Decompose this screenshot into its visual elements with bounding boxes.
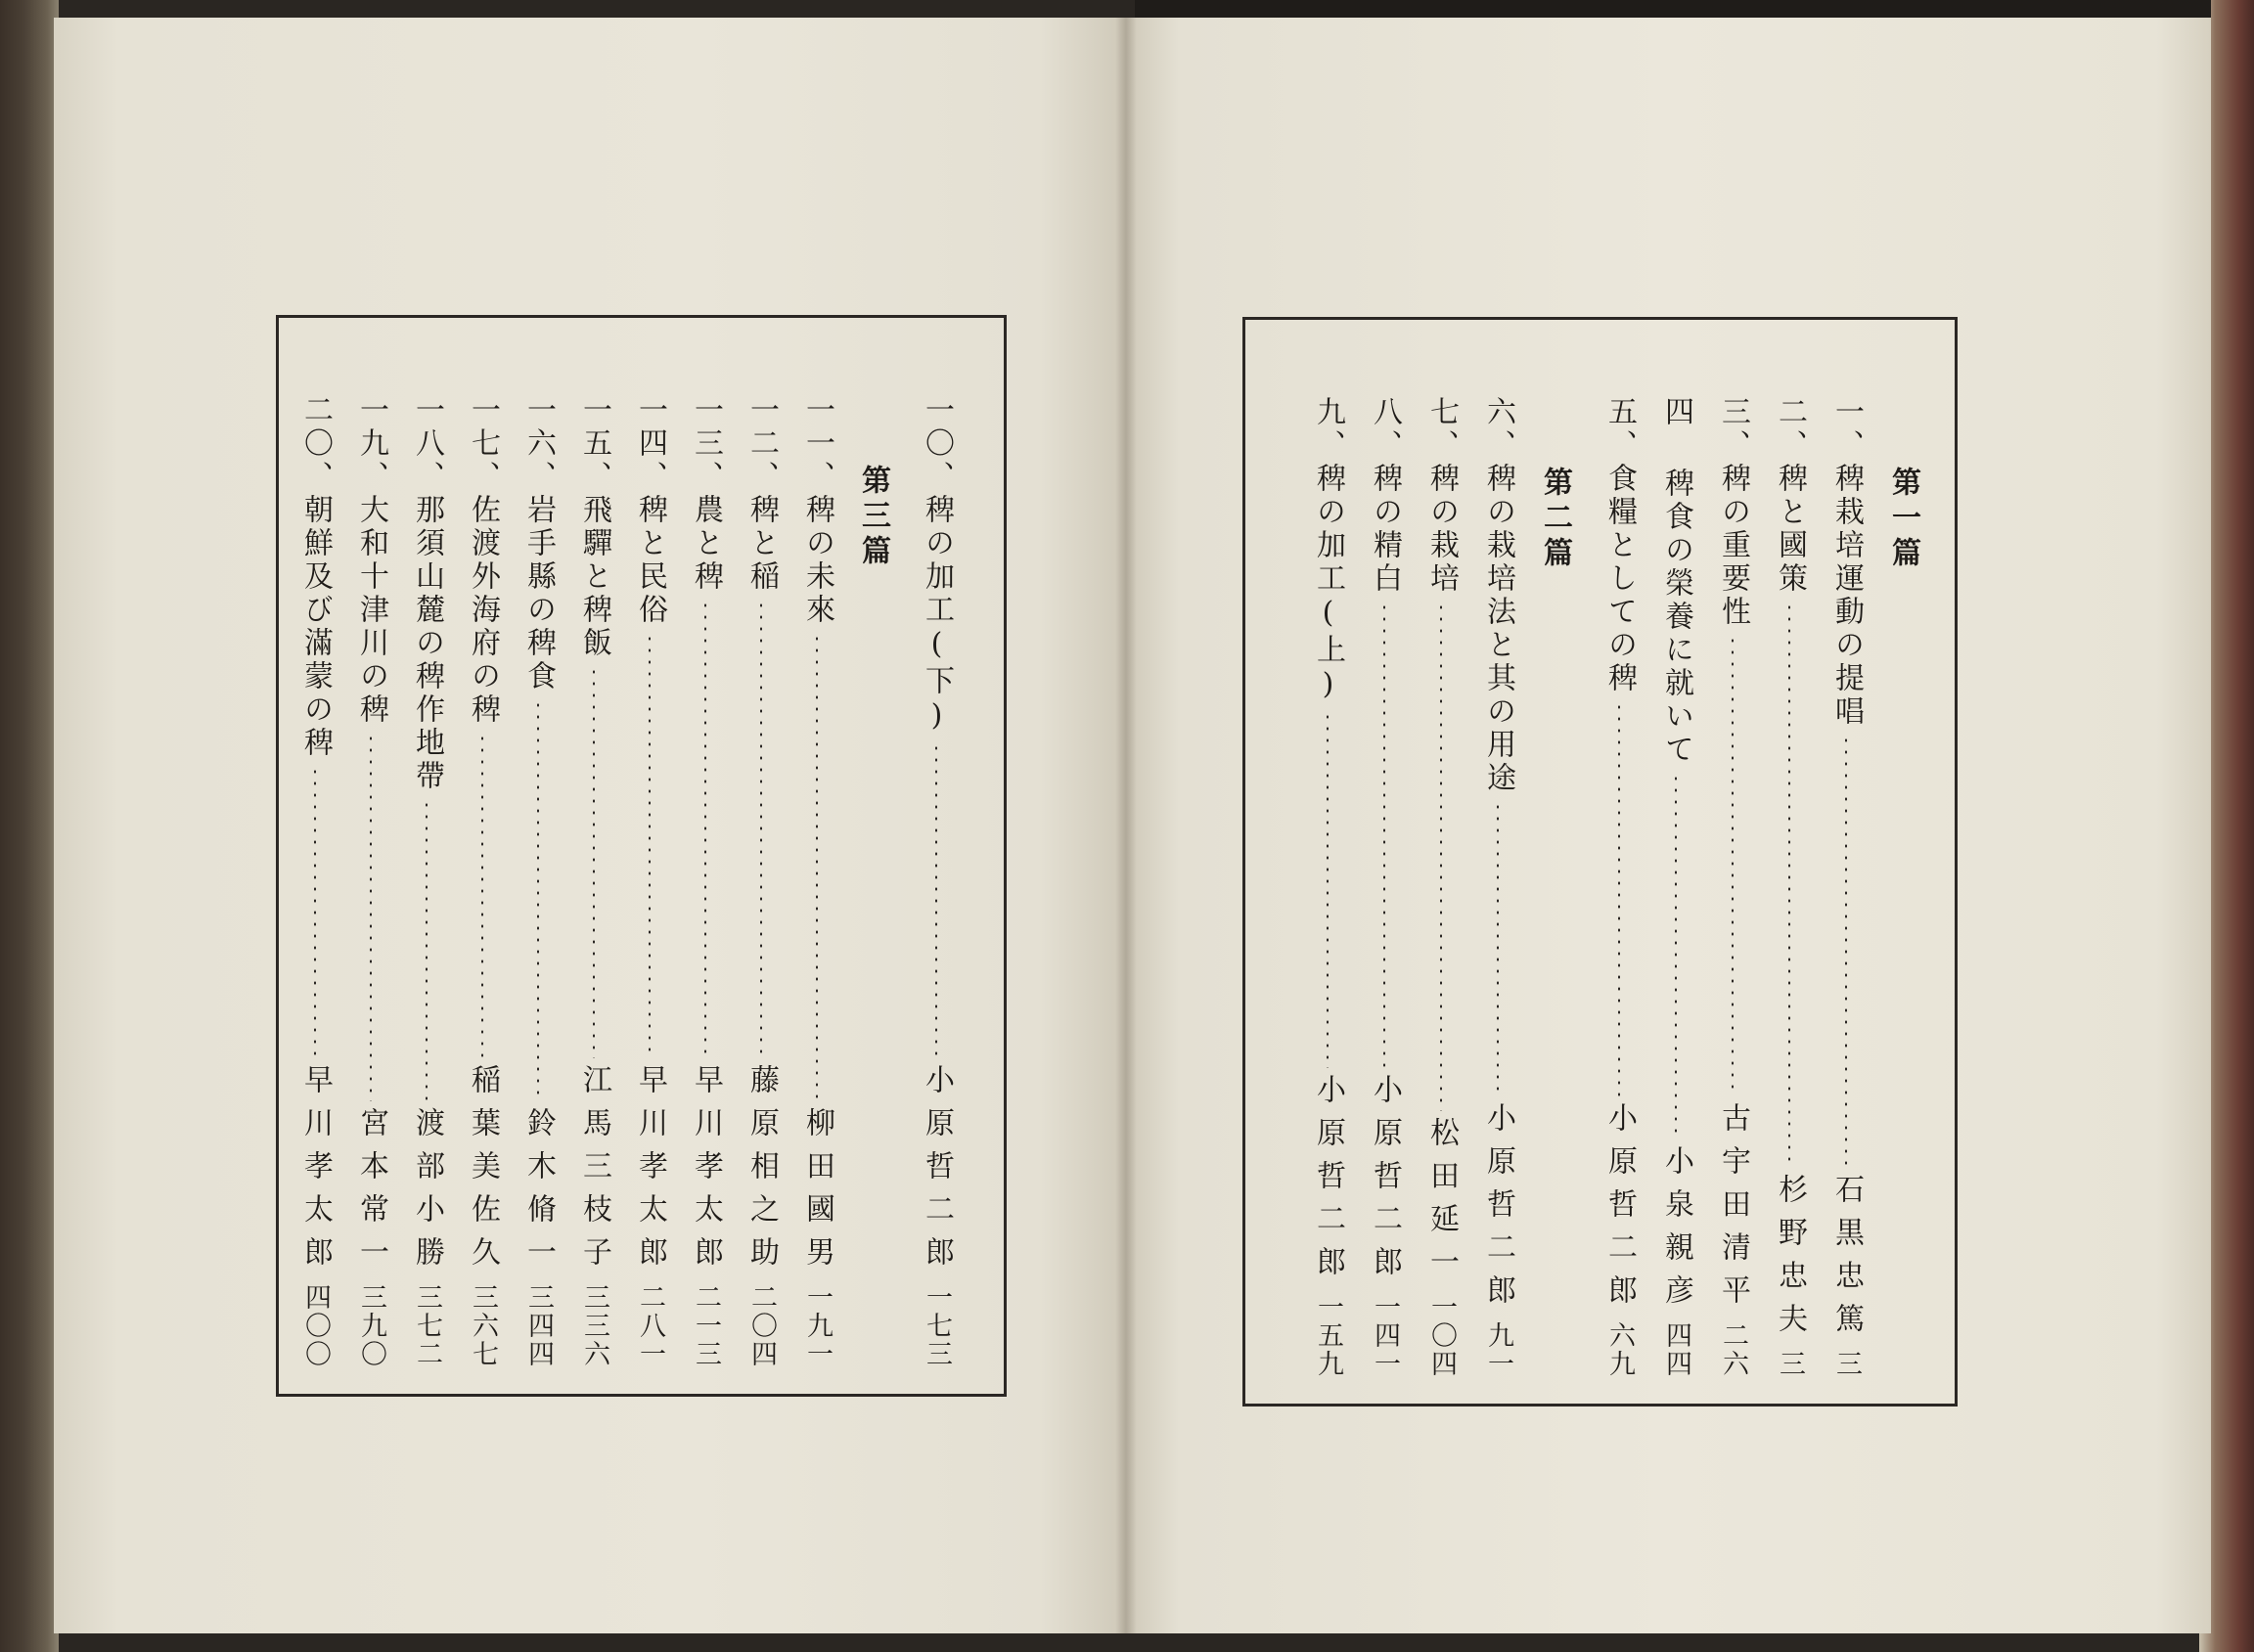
toc-entry-author: 小原哲二郎 [1368, 1074, 1402, 1289]
toc-entry[interactable] [1420, 320, 1463, 1404]
toc-entry-page-number: 四四 [1661, 1321, 1691, 1378]
toc-entry-title: 一八、那須山麓の稗作地帶 [410, 394, 444, 793]
toc-entry-author: 杉野忠夫 [1773, 1174, 1807, 1346]
dot-leader [481, 733, 483, 1058]
toc-entry-title: 七、稗の栽培 [1424, 396, 1459, 596]
toc-entry-title: 三、稗の重要性 [1716, 396, 1750, 629]
dot-leader [426, 799, 428, 1101]
dot-leader [1845, 735, 1847, 1168]
toc-entry-author: 稲葉美佐久 [466, 1064, 500, 1279]
toc-entry-page-number: 一五九 [1313, 1293, 1343, 1378]
section-heading [1881, 320, 1924, 1404]
toc-entry-page-number: 三四四 [523, 1283, 554, 1368]
toc-entry-author: 宮本常一 [354, 1107, 388, 1279]
toc-entry-author: 古宇田清平 [1716, 1102, 1750, 1317]
toc-entry-page-number: 四〇〇 [300, 1283, 331, 1368]
toc-frame-right [1242, 317, 1958, 1406]
toc-entry-author: 石黒忠篤 [1829, 1174, 1864, 1346]
dot-leader [935, 742, 937, 1058]
toc-entry-author: 江馬三枝子 [577, 1064, 611, 1279]
toc-entry[interactable] [517, 318, 560, 1394]
toc-entry-title: 九、稗の加工(上) [1311, 396, 1345, 705]
dot-leader [314, 766, 316, 1058]
toc-entry[interactable] [461, 318, 504, 1394]
toc-entry-title: 一六、岩手縣の稗食 [521, 394, 556, 693]
toc-entry-title: 一五、飛驒と稗飯 [577, 394, 611, 660]
toc-entry-page-number: 一四一 [1370, 1293, 1400, 1378]
toc-entry[interactable] [684, 318, 727, 1394]
toc-entry-title: 一七、佐渡外海府の稗 [466, 394, 500, 727]
toc-entry-page-number: 二八一 [635, 1283, 665, 1368]
toc-entry-page-number: 三 [1775, 1350, 1805, 1378]
toc-entry-title: 四 稗食の榮養に就いて [1659, 396, 1693, 767]
toc-entry-page-number: 九一 [1483, 1321, 1513, 1378]
section-heading [1533, 320, 1576, 1404]
dot-leader [1618, 701, 1620, 1096]
page-gutter [1115, 18, 1137, 1633]
toc-entry-title: 一九、大和十津川の稗 [354, 394, 388, 727]
dot-leader [1327, 711, 1329, 1068]
toc-entry[interactable] [1654, 320, 1697, 1404]
dot-leader [1732, 635, 1734, 1096]
toc-entry-page-number: 六九 [1604, 1321, 1635, 1378]
dot-leader [704, 600, 706, 1058]
toc-entry-author: 小原哲二郎 [1311, 1074, 1345, 1289]
dot-leader [1788, 602, 1790, 1168]
toc-entry-author: 藤原相之助 [744, 1064, 779, 1279]
toc-entry-author: 渡部小勝 [410, 1107, 444, 1279]
toc-entry[interactable] [740, 318, 783, 1394]
toc-entry[interactable] [1768, 320, 1811, 1404]
dot-leader [760, 600, 762, 1058]
toc-entry-page-number: 三六七 [468, 1283, 498, 1368]
toc-entry-title: 一〇、稗の加工(下) [920, 394, 954, 737]
toc-entry-author: 小原哲二郎 [1481, 1102, 1515, 1317]
section-heading-text: 第三篇 [856, 465, 890, 570]
toc-entry-page-number: 二六 [1718, 1321, 1748, 1378]
toc-entry[interactable] [1306, 320, 1349, 1404]
dot-leader [370, 733, 372, 1101]
toc-entry-page-number: 三九〇 [356, 1283, 386, 1368]
toc-entry-author: 早川孝太郎 [298, 1064, 333, 1279]
toc-entry-title: 一四、稗と民俗 [633, 394, 667, 627]
toc-entry[interactable] [1825, 320, 1868, 1404]
dot-leader [816, 633, 818, 1101]
toc-entry-author: 鈴木脩一 [521, 1107, 556, 1279]
toc-entry[interactable] [1363, 320, 1406, 1404]
toc-entry-author: 早川孝太郎 [689, 1064, 723, 1279]
toc-entry-page-number: 二〇四 [746, 1283, 777, 1368]
toc-entry-title: 一三、農と稗 [689, 394, 723, 594]
toc-entry-author: 小原哲二郎 [1602, 1102, 1637, 1317]
toc-entry[interactable] [293, 318, 337, 1394]
toc-frame-left [276, 315, 1007, 1397]
toc-entry[interactable] [572, 318, 615, 1394]
toc-entry[interactable] [795, 318, 838, 1394]
toc-entry-title: 八、稗の精白 [1368, 396, 1402, 596]
toc-entry-author: 早川孝太郎 [633, 1064, 667, 1279]
toc-entry-title: 一一、稗の未來 [800, 394, 834, 627]
toc-entry-page-number: 三七二 [412, 1283, 442, 1368]
toc-entry-title: 一二、稗と稲 [744, 394, 779, 594]
toc-entry-author: 小泉親彦 [1659, 1145, 1693, 1317]
toc-entry[interactable] [1711, 320, 1754, 1404]
toc-entry-title: 一、稗栽培運動の提唱 [1829, 396, 1864, 729]
toc-entry[interactable] [1476, 320, 1519, 1404]
toc-entry[interactable] [405, 318, 448, 1394]
section-heading-text: 第一篇 [1886, 467, 1920, 572]
toc-entry[interactable] [628, 318, 671, 1394]
dot-leader [1675, 773, 1677, 1139]
toc-entry-author: 小原哲二郎 [920, 1064, 954, 1279]
toc-entry-page-number: 一〇四 [1426, 1293, 1457, 1378]
toc-entry[interactable] [915, 318, 958, 1394]
toc-entry-title: 二〇、朝鮮及び滿蒙の稗 [298, 394, 333, 760]
dot-leader [1383, 602, 1385, 1068]
section-heading-text: 第二篇 [1538, 467, 1572, 572]
toc-entry-author: 柳田國男 [800, 1107, 834, 1279]
dot-leader [649, 633, 651, 1058]
dot-leader [537, 699, 539, 1101]
toc-entry-page-number: 一九一 [802, 1283, 833, 1368]
toc-entry-title: 六、稗の栽培法と其の用途 [1481, 396, 1515, 795]
dot-leader [593, 666, 595, 1058]
dot-leader [1440, 602, 1442, 1111]
toc-entry-page-number: 一七三 [922, 1283, 952, 1368]
toc-entry-page-number: 三三六 [579, 1283, 609, 1368]
section-heading [851, 318, 894, 1394]
toc-entry-author: 松田延一 [1424, 1117, 1459, 1289]
book-cover-left-edge [0, 0, 59, 1652]
toc-entry-page-number: 三 [1831, 1350, 1862, 1378]
toc-entry-title: 二、稗と國策 [1773, 396, 1807, 596]
toc-entry[interactable] [349, 318, 392, 1394]
toc-entry-page-number: 二一三 [691, 1283, 721, 1368]
toc-entry[interactable] [1598, 320, 1641, 1404]
dot-leader [1497, 801, 1499, 1096]
toc-entry-title: 五、食糧としての稗 [1602, 396, 1637, 695]
